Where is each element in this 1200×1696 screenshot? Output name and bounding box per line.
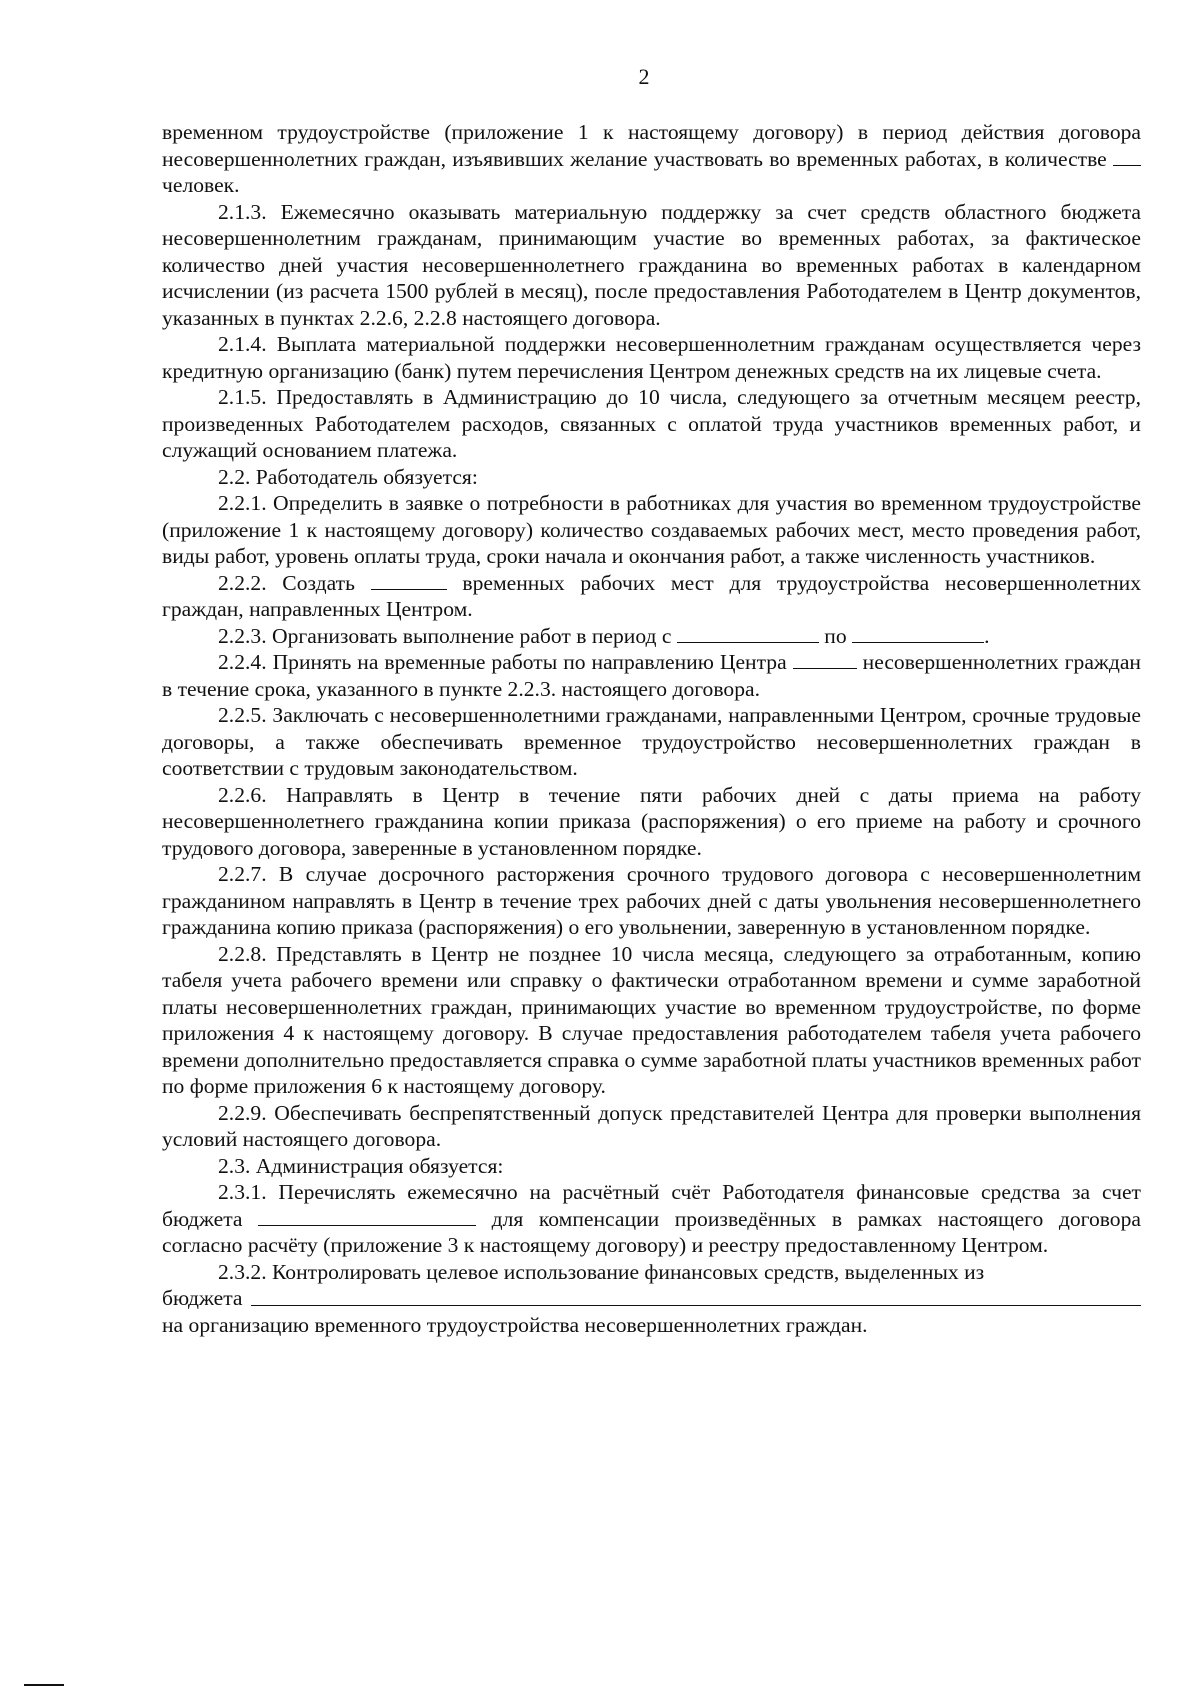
clause-2-3-1 <box>162 1179 1141 1259</box>
footer-mark <box>24 1684 64 1686</box>
budget-label: бюджета <box>162 1286 243 1310</box>
blank-field-workplaces[interactable] <box>371 571 447 590</box>
blank-field-count[interactable] <box>1113 147 1141 166</box>
budget-line <box>162 1285 1141 1312</box>
clause-2-2-2 <box>162 570 1141 623</box>
clause-2-2-6: 2.2.6. Направлять в Центр в течение пяти рабочих дней с даты приема на работу несовершеннолетнего гражданина копии приказа (распоряжения) о его приеме на работу и срочного трудового договора, заверенные в установленном порядке. <box>162 782 1141 860</box>
clause-2-2-8: 2.2.8. Представлять в Центр не позднее 10 числа месяца, следующего за отработанным, копию табеля учета рабочего времени или справку о фактически отработанном времени и сумме заработной платы несовершеннолетних граждан, принимающих участие во временном трудоустройстве, по форме приложения 4 к настоящему договору. В случае предоставления работодателем табеля учета рабочего времени дополнительно предоставляется справка о сумме заработной платы участников временных работ по форме приложения 6 к настоящему договору. <box>162 941 1141 1098</box>
clause-2-3-2: 2.3.2. Контролировать целевое использование финансовых средств, выделенных из <box>218 1259 985 1284</box>
paragraph-continuation <box>162 119 1141 199</box>
clause-2-1-3: 2.1.3. Ежемесячно оказывать материальную поддержку за счет средств областного бюджета несовершеннолетним гражданам, принимающим участие во временных работах, за фактическое количество дней участия несовершеннолетнего гражданина во временных работах в календарном исчислении (из расчета 1500 рублей в месяц), после предоставления Работодателем в Центр документов, указанных в пунктах 2.2.6, 2.2.8 настоящего договора. <box>162 199 1141 330</box>
clause-text: 2.3.1. Перечислять ежемесячно на расчётный счёт Работодателя финансовые средства за счет бюджета <box>162 1180 1141 1231</box>
document-body <box>162 119 1141 1338</box>
blank-field-start-date[interactable] <box>677 624 819 643</box>
clause-text: несовершеннолетних граждан в течение срока, указанного в пункте 2.2.3. настоящего договора. <box>162 650 1141 701</box>
clause-text: 2.2.2. Создать <box>218 570 355 595</box>
clause-2-2-1: 2.2.1. Определить в заявке о потребности в работниках для участия во временном трудоустройстве (приложение 1 к настоящему договору) количество создаваемых рабочих мест, место проведения работ, виды работ, уровень оплаты труда, сроки начала и окончания работ, а также численность участников. <box>162 491 1141 568</box>
clause-text: 2.2.3. Организовать выполнение работ в период с <box>218 623 672 648</box>
blank-field-budget-source[interactable] <box>258 1207 476 1226</box>
clause-2-2-4 <box>162 649 1141 702</box>
clause-text: по <box>824 623 847 648</box>
clause-text: временных рабочих мест для трудоустройства несовершеннолетних граждан, направленных Центром. <box>162 570 1142 621</box>
clause-2-1-5: 2.1.5. Предоставлять в Администрацию до 10 числа, следующего за отчетным месяцем реестр, произведенных Работодателем расходов, связанных с оплатой труда участников временных работ, и служащий основанием платежа. <box>162 385 1141 462</box>
clause-text: 2.2.4. Принять на временные работы по направлению Центра <box>218 650 787 674</box>
clause-text: . <box>984 623 990 648</box>
clause-text: для компенсации произведённых в рамках настоящего договора согласно расчёту (приложение 3 к настоящему договору) и реестру предоставленному Центром. <box>162 1206 1141 1257</box>
clause-2-2-3 <box>162 623 1141 650</box>
clause-2-2-9: 2.2.9. Обеспечивать беспрепятственный допуск представителей Центра для проверки выполнения условий настоящего договора. <box>162 1100 1141 1151</box>
paragraph-text: временном трудоустройстве (приложение 1 к настоящему договору) в период действия договора несовершеннолетних граждан, изъявивших желание участвовать во временных работах, в количестве <box>162 120 1141 171</box>
page-number: 2 <box>638 64 650 89</box>
blank-field-budget-name[interactable] <box>251 1305 1141 1306</box>
clause-2-2-7: 2.2.7. В случае досрочного расторжения срочного трудового договора с несовершеннолетним гражданином направлять в Центр в течение трех рабочих дней с даты увольнения несовершеннолетнего гражданина копию приказа (распоряжения) о его увольнении, заверенную в установленном порядке. <box>162 862 1141 939</box>
paragraph-text: человек. <box>162 173 240 197</box>
clause-2-1-4: 2.1.4. Выплата материальной поддержки несовершеннолетним гражданам осуществляется через кредитную организацию (банк) путем перечисления Центром денежных средств на их лицевые счета. <box>162 332 1141 383</box>
clause-2-3-2-end: на организацию временного трудоустройства несовершеннолетних граждан. <box>162 1312 868 1337</box>
blank-field-end-date[interactable] <box>852 624 984 643</box>
clause-2-2-5: 2.2.5. Заключать с несовершеннолетними гражданами, направленными Центром, срочные трудовые договоры, а также обеспечивать временное трудоустройство несовершеннолетних граждан в соответствии с трудовым законодательством. <box>162 703 1141 780</box>
blank-field-count-accepted[interactable] <box>793 650 857 669</box>
section-2-2-heading: 2.2. Работодатель обязуется: <box>218 464 478 489</box>
section-2-3-heading: 2.3. Администрация обязуется: <box>218 1153 504 1178</box>
